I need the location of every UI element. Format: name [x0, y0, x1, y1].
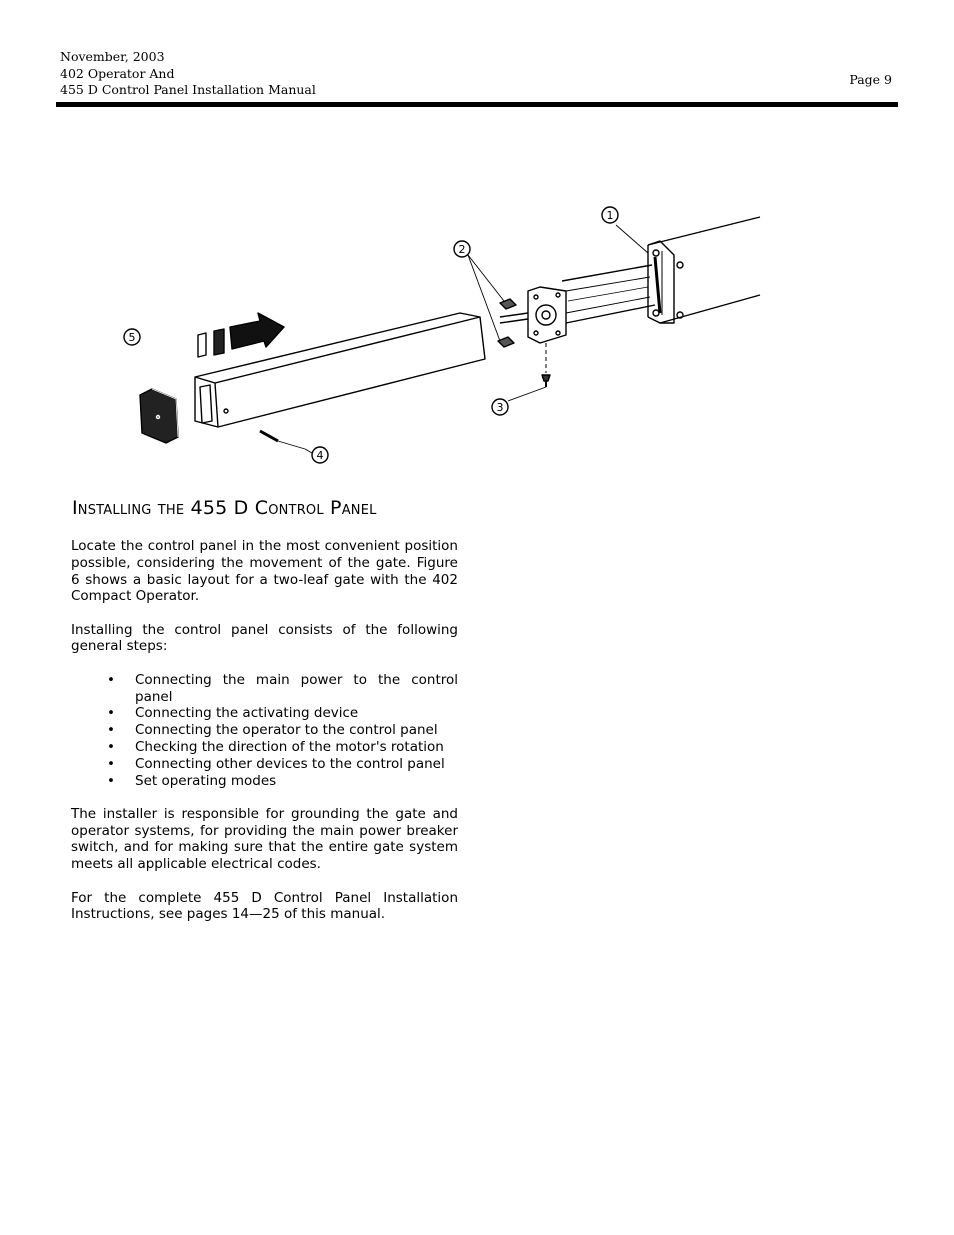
header-manual-title: 455 D Control Panel Installation Manual [60, 82, 316, 97]
callout-3-label: 3 [496, 401, 504, 414]
list-item: • Connecting the activating device [135, 705, 458, 722]
assembly-diagram [100, 195, 800, 475]
end-bracket [500, 287, 566, 343]
header-product-line: 402 Operator And [60, 65, 175, 81]
steps-intro-paragraph: Installing the control panel consists of the following general steps: [71, 621, 458, 655]
leader-lines [305, 225, 648, 453]
callout-4-label: 4 [316, 449, 324, 462]
assembly-drawing [100, 195, 800, 475]
callout-1-label: 1 [606, 209, 614, 222]
actuator-tube [562, 265, 655, 323]
page-number: Page 9 [849, 72, 892, 87]
page-header [60, 49, 896, 99]
intro-paragraph: Locate the control panel in the most convenient position possible, considering the movement of the gate. Figure 6 shows a basic layout for a two-leaf gate with the 402 Compact Operator. [71, 538, 458, 605]
section-title-start: Installing the [72, 497, 191, 519]
bracket-screw [542, 343, 550, 387]
steps-list [71, 672, 458, 790]
list-item: • Connecting other devices to the control panel [135, 756, 458, 773]
header-date: November, 2003 [60, 49, 165, 64]
reference-paragraph: For the complete 455 D Control Panel Installation Instructions, see pages 14—25 of this manual. [71, 889, 458, 923]
list-item: • Checking the direction of the motor's rotation [135, 739, 458, 756]
end-cap [140, 389, 178, 443]
operator-body [648, 217, 760, 323]
callout-2-label: 2 [458, 243, 466, 256]
header-title-block [60, 49, 896, 99]
list-item: • Connecting the operator to the control panel [135, 722, 458, 739]
responsibility-paragraph: The installer is responsible for grounding the gate and operator systems, for providing the main power breaker switch, and for making sure that the entire gate system meets all applicable electrical codes. [71, 805, 458, 873]
section-body [71, 538, 458, 940]
callout-5-label: 5 [128, 331, 136, 344]
list-item: • Set operating modes [135, 773, 458, 790]
header-rule [56, 102, 898, 107]
tube-screw [260, 431, 305, 449]
list-item: • Connecting the main power to the control panel [135, 672, 458, 706]
section-title [72, 497, 377, 519]
section-title-end: Control Panel [248, 497, 377, 519]
section-title-model: 455 D [190, 497, 249, 519]
insertion-arrow [198, 313, 284, 357]
